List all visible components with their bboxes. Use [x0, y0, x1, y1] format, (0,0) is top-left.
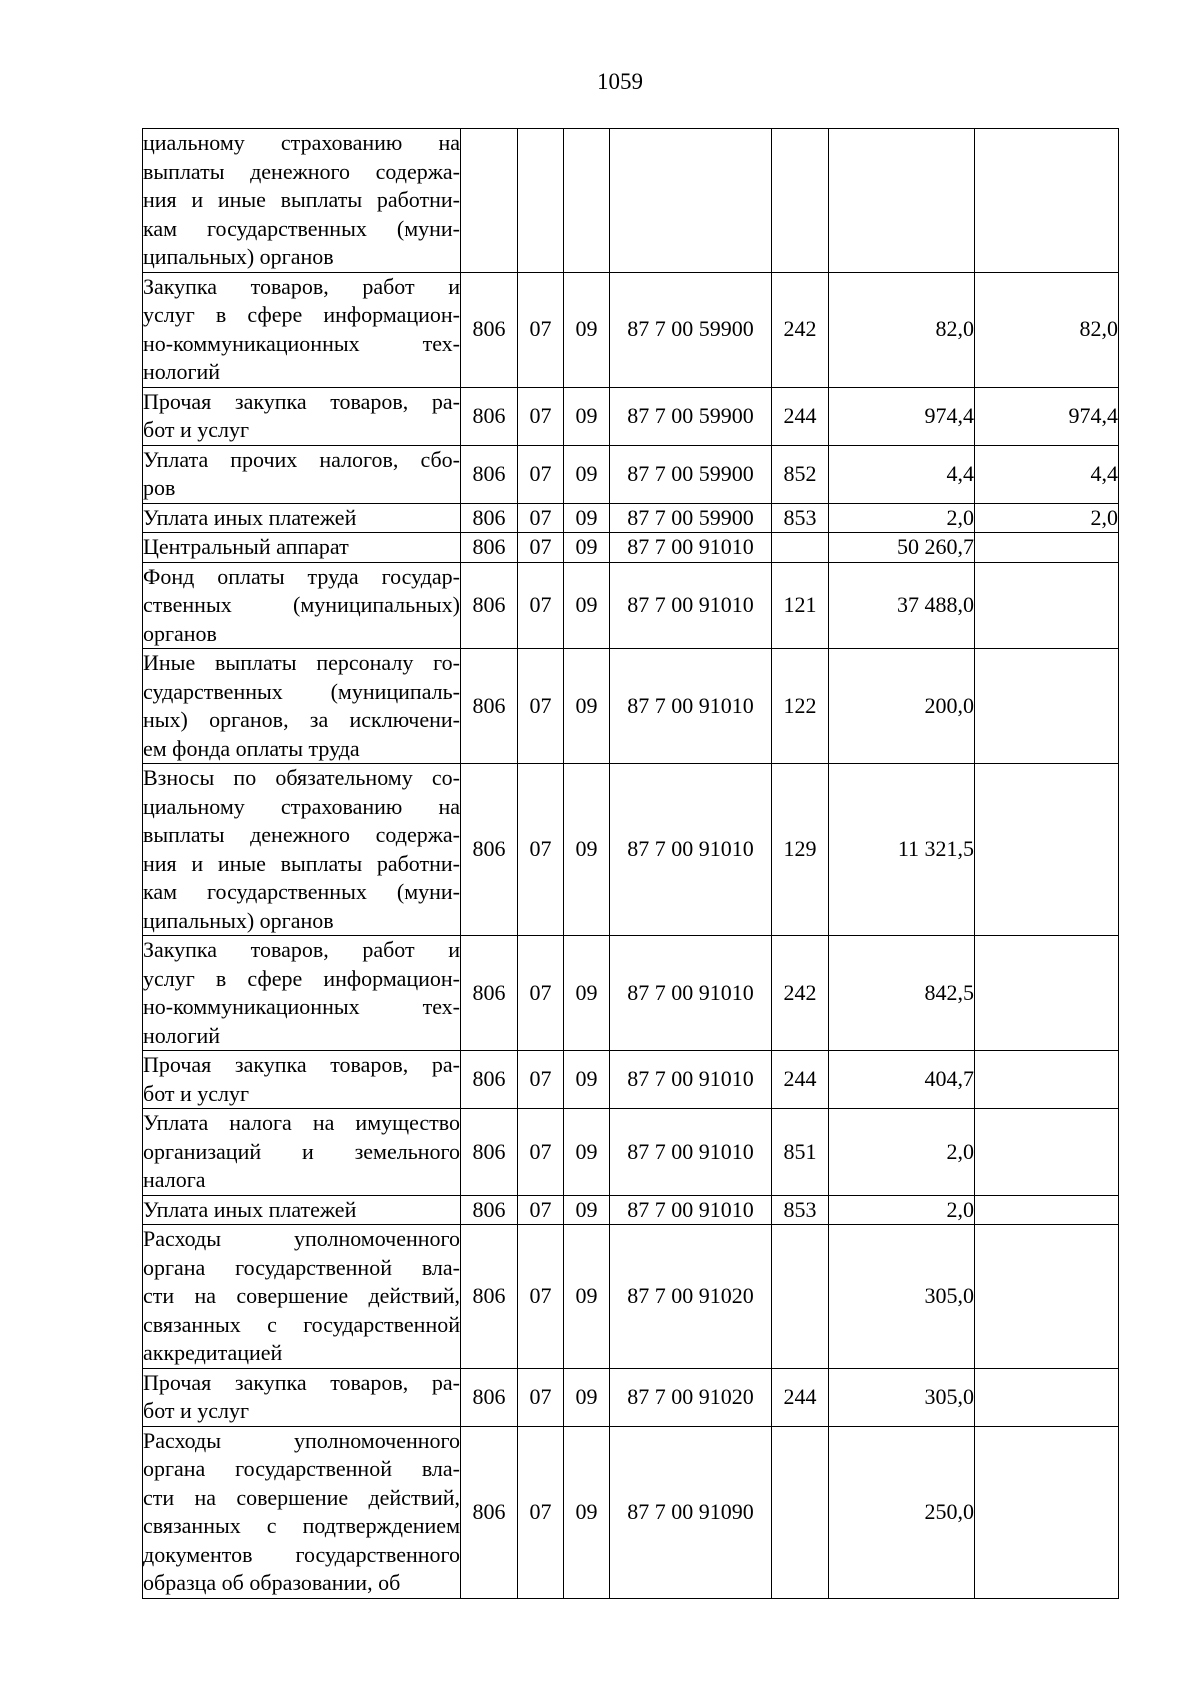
description-line: кам государственных (муни-	[143, 879, 460, 904]
table-row	[143, 1195, 1119, 1225]
cell-amount-1: 842,5	[829, 936, 975, 1051]
table-row	[143, 1051, 1119, 1109]
cell-amount-2	[975, 936, 1119, 1051]
cell-expense-type: 244	[772, 387, 829, 445]
cell-section: 07	[518, 1368, 564, 1426]
cell-description	[143, 129, 461, 273]
description-line: аккредитацией	[143, 1340, 283, 1365]
cell-amount-1: 200,0	[829, 649, 975, 764]
cell-description	[143, 649, 461, 764]
cell-ved: 806	[461, 533, 518, 563]
description-line: сударственных (муниципаль-	[143, 678, 460, 704]
cell-ved: 806	[461, 1195, 518, 1225]
cell-expense-type: 853	[772, 1195, 829, 1225]
cell-amount-2	[975, 1195, 1119, 1225]
cell-subsection: 09	[564, 272, 610, 387]
cell-target-article: 87 7 00 91010	[610, 1109, 772, 1196]
cell-ved: 806	[461, 936, 518, 1051]
cell-amount-1: 82,0	[829, 272, 975, 387]
cell-description	[143, 1225, 461, 1369]
description-line: услуг в сфере информацион-	[143, 302, 460, 327]
description-line: Уплата налога на имущество	[143, 1110, 460, 1135]
cell-target-article: 87 7 00 59900	[610, 387, 772, 445]
cell-description	[143, 1109, 461, 1196]
cell-amount-2	[975, 129, 1119, 273]
table-row	[143, 1109, 1119, 1196]
cell-description	[143, 1051, 461, 1109]
cell-expense-type	[772, 1225, 829, 1369]
description-line: Прочая закупка товаров, ра-	[143, 388, 460, 414]
cell-expense-type: 244	[772, 1368, 829, 1426]
cell-description	[143, 1195, 461, 1225]
cell-ved: 806	[461, 503, 518, 533]
table-row	[143, 445, 1119, 503]
cell-section: 07	[518, 1426, 564, 1598]
cell-subsection: 09	[564, 1195, 610, 1225]
cell-section: 07	[518, 936, 564, 1051]
description-line: ципальных) органов	[143, 907, 334, 933]
cell-target-article	[610, 129, 772, 273]
table-row	[143, 1426, 1119, 1598]
description-line: образца об образовании, об	[143, 1570, 401, 1595]
cell-amount-2	[975, 1051, 1119, 1109]
description-line: ственных (муниципальных)	[143, 592, 460, 617]
cell-description	[143, 533, 461, 563]
cell-amount-2	[975, 764, 1119, 936]
cell-ved: 806	[461, 445, 518, 503]
cell-subsection: 09	[564, 1225, 610, 1369]
description-line: Закупка товаров, работ и	[143, 937, 460, 962]
description-line: органа государственной вла-	[143, 1254, 460, 1280]
cell-target-article: 87 7 00 91010	[610, 649, 772, 764]
table-row	[143, 936, 1119, 1051]
cell-expense-type: 242	[772, 936, 829, 1051]
cell-expense-type: 242	[772, 272, 829, 387]
description-line: Расходы уполномоченного	[143, 1226, 460, 1251]
description-line: Расходы уполномоченного	[143, 1427, 460, 1453]
cell-subsection: 09	[564, 1109, 610, 1196]
cell-description	[143, 503, 461, 533]
cell-expense-type: 122	[772, 649, 829, 764]
description-line: Прочая закупка товаров, ра-	[143, 1052, 460, 1077]
cell-section: 07	[518, 562, 564, 649]
cell-ved	[461, 129, 518, 273]
cell-ved: 806	[461, 387, 518, 445]
cell-target-article: 87 7 00 59900	[610, 272, 772, 387]
cell-section	[518, 129, 564, 273]
description-line: ципальных) органов	[143, 244, 334, 269]
description-line: выплаты денежного содержа-	[143, 822, 460, 847]
description-line: бот и услуг	[143, 1398, 250, 1423]
cell-expense-type	[772, 1426, 829, 1598]
description-line: связанных с подтверждением	[143, 1513, 460, 1538]
cell-description	[143, 272, 461, 387]
cell-section: 07	[518, 1109, 564, 1196]
description-line: услуг в сфере информацион-	[143, 965, 460, 991]
cell-section: 07	[518, 387, 564, 445]
cell-description	[143, 1368, 461, 1426]
cell-amount-1: 305,0	[829, 1368, 975, 1426]
cell-description	[143, 936, 461, 1051]
cell-expense-type: 852	[772, 445, 829, 503]
cell-amount-2	[975, 1109, 1119, 1196]
cell-description	[143, 562, 461, 649]
description-line: Иные выплаты персоналу го-	[143, 650, 460, 675]
cell-subsection: 09	[564, 533, 610, 563]
description-line: ных) органов, за исключени-	[143, 707, 460, 732]
description-line: Взносы по обязательному со-	[143, 765, 460, 790]
description-line: циальному страхованию на	[143, 130, 460, 155]
cell-amount-2	[975, 1426, 1119, 1598]
table-row	[143, 764, 1119, 936]
cell-section: 07	[518, 503, 564, 533]
cell-target-article: 87 7 00 91010	[610, 1051, 772, 1109]
cell-amount-1: 2,0	[829, 1109, 975, 1196]
cell-amount-2: 974,4	[975, 387, 1119, 445]
cell-section: 07	[518, 533, 564, 563]
cell-amount-2: 2,0	[975, 503, 1119, 533]
description-line: бот и услуг	[143, 417, 250, 442]
cell-target-article: 87 7 00 91090	[610, 1426, 772, 1598]
cell-expense-type: 244	[772, 1051, 829, 1109]
cell-section: 07	[518, 764, 564, 936]
cell-amount-2	[975, 562, 1119, 649]
cell-amount-1: 11 321,5	[829, 764, 975, 936]
cell-ved: 806	[461, 1109, 518, 1196]
cell-expense-type	[772, 129, 829, 273]
cell-amount-1: 250,0	[829, 1426, 975, 1598]
cell-target-article: 87 7 00 91010	[610, 1195, 772, 1225]
table-row	[143, 1225, 1119, 1369]
cell-amount-1: 2,0	[829, 503, 975, 533]
cell-subsection: 09	[564, 387, 610, 445]
cell-amount-2	[975, 533, 1119, 563]
cell-ved: 806	[461, 562, 518, 649]
cell-subsection: 09	[564, 649, 610, 764]
description-line: сти на совершение действий,	[143, 1283, 460, 1308]
description-line: Уплата прочих налогов, сбо-	[143, 446, 460, 472]
cell-subsection: 09	[564, 764, 610, 936]
cell-expense-type: 129	[772, 764, 829, 936]
table-row	[143, 387, 1119, 445]
description-line: ния и иные выплаты работни-	[143, 187, 460, 212]
description-line: налога	[143, 1167, 206, 1192]
description-line: органа государственной вла-	[143, 1456, 460, 1481]
table-row	[143, 272, 1119, 387]
cell-amount-2	[975, 649, 1119, 764]
cell-expense-type: 121	[772, 562, 829, 649]
cell-target-article: 87 7 00 91020	[610, 1225, 772, 1369]
cell-target-article: 87 7 00 59900	[610, 445, 772, 503]
cell-target-article: 87 7 00 91010	[610, 533, 772, 563]
cell-target-article: 87 7 00 91010	[610, 562, 772, 649]
description-line: выплаты денежного содержа-	[143, 158, 460, 184]
cell-description	[143, 1426, 461, 1598]
cell-amount-1: 37 488,0	[829, 562, 975, 649]
description-line: но-коммуникационных тех-	[143, 994, 460, 1019]
cell-amount-1: 305,0	[829, 1225, 975, 1369]
cell-description	[143, 445, 461, 503]
table-row	[143, 503, 1119, 533]
cell-section: 07	[518, 1195, 564, 1225]
description-line: Центральный аппарат	[143, 534, 349, 559]
budget-table	[142, 128, 1119, 1599]
cell-target-article: 87 7 00 91010	[610, 936, 772, 1051]
table-body	[143, 129, 1119, 1599]
cell-amount-1	[829, 129, 975, 273]
page-number: 1059	[597, 69, 643, 94]
cell-subsection: 09	[564, 562, 610, 649]
cell-ved: 806	[461, 1225, 518, 1369]
cell-subsection: 09	[564, 1051, 610, 1109]
description-line: документов государственного	[143, 1541, 460, 1567]
cell-ved: 806	[461, 1368, 518, 1426]
cell-section: 07	[518, 1225, 564, 1369]
cell-subsection: 09	[564, 936, 610, 1051]
cell-amount-2: 82,0	[975, 272, 1119, 387]
description-line: Уплата иных платежей	[143, 504, 357, 530]
description-line: ем фонда оплаты труда	[143, 735, 360, 761]
table-row	[143, 1368, 1119, 1426]
description-line: организаций и земельного	[143, 1138, 460, 1164]
cell-amount-2: 4,4	[975, 445, 1119, 503]
cell-section: 07	[518, 445, 564, 503]
cell-section: 07	[518, 649, 564, 764]
table-row	[143, 562, 1119, 649]
cell-description	[143, 387, 461, 445]
cell-ved: 806	[461, 1426, 518, 1598]
description-line: Фонд оплаты труда государ-	[143, 563, 460, 589]
cell-amount-1: 4,4	[829, 445, 975, 503]
description-line: Закупка товаров, работ и	[143, 273, 460, 299]
cell-section: 07	[518, 272, 564, 387]
cell-ved: 806	[461, 649, 518, 764]
cell-subsection	[564, 129, 610, 273]
description-line: Прочая закупка товаров, ра-	[143, 1369, 460, 1395]
description-line: Уплата иных платежей	[143, 1196, 357, 1222]
table-row	[143, 649, 1119, 764]
description-line: нологий	[143, 359, 221, 384]
description-line: циальному страхованию на	[143, 793, 460, 819]
cell-expense-type	[772, 533, 829, 563]
cell-ved: 806	[461, 1051, 518, 1109]
cell-amount-1: 50 260,7	[829, 533, 975, 563]
cell-target-article: 87 7 00 91020	[610, 1368, 772, 1426]
description-line: бот и услуг	[143, 1080, 250, 1106]
description-line: ров	[143, 475, 176, 500]
cell-amount-2	[975, 1225, 1119, 1369]
cell-subsection: 09	[564, 445, 610, 503]
description-line: но-коммуникационных тех-	[143, 330, 460, 356]
cell-ved: 806	[461, 764, 518, 936]
cell-subsection: 09	[564, 1368, 610, 1426]
description-line: органов	[143, 620, 217, 646]
description-line: сти на совершение действий,	[143, 1484, 460, 1510]
description-line: ния и иные выплаты работни-	[143, 850, 460, 876]
cell-target-article: 87 7 00 91010	[610, 764, 772, 936]
cell-amount-1: 974,4	[829, 387, 975, 445]
cell-target-article: 87 7 00 59900	[610, 503, 772, 533]
cell-expense-type: 851	[772, 1109, 829, 1196]
cell-description	[143, 764, 461, 936]
cell-section: 07	[518, 1051, 564, 1109]
description-line: связанных с государственной	[143, 1311, 460, 1337]
cell-ved: 806	[461, 272, 518, 387]
cell-expense-type: 853	[772, 503, 829, 533]
cell-subsection: 09	[564, 503, 610, 533]
cell-subsection: 09	[564, 1426, 610, 1598]
table-row	[143, 533, 1119, 563]
table-row	[143, 129, 1119, 273]
cell-amount-1: 404,7	[829, 1051, 975, 1109]
description-line: нологий	[143, 1022, 221, 1048]
cell-amount-2	[975, 1368, 1119, 1426]
description-line: кам государственных (муни-	[143, 215, 460, 241]
cell-amount-1: 2,0	[829, 1195, 975, 1225]
